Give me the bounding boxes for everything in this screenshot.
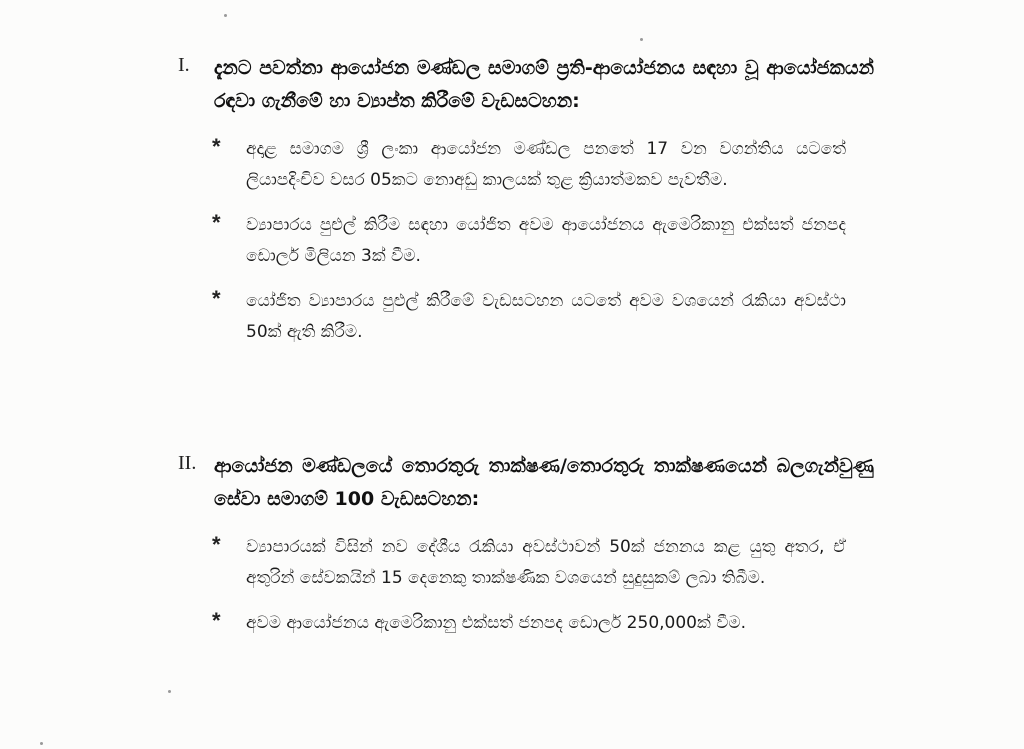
list-item-text: අදාළ සමාගම ශ්‍රී ලංකා ආයෝජන මණ්ඩල පනතේ 17 වන වගන්තිය යටතේ ලියාපදිංචිව වසර 05කට නොඅඩු කාලයක් තුළ ක්‍රියාත්මකව පැවතීම. <box>246 139 846 190</box>
bullet-star: * <box>212 286 221 311</box>
list-item-text: ව්‍යාපාරයක් විසින් නව දේශීය රැකියා අවස්ථාවන් 50ක් ජනනය කළ යුතු අතර, ඒ අතුරින් සේවකයින් 15 දෙනෙකු තාක්ෂණික වශයෙන් සුදුසුකම් ලබා තිබීම. <box>246 537 846 588</box>
section-numeral: I. <box>178 54 190 76</box>
list-item <box>214 134 878 196</box>
scan-speck <box>224 14 227 17</box>
section-heading: දැනට පවත්නා ආයෝජන මණ්ඩල සමාගම් ප්‍රති-ආයෝජනය සඳහා වූ ආයෝජකයන් රඳවා ගැනීමේ හා ව්‍යාප්ත කිරීමේ වැඩසටහන: <box>214 57 874 112</box>
bullet-list <box>178 532 878 639</box>
section-2 <box>178 450 878 653</box>
scan-speck <box>640 38 643 41</box>
scan-speck <box>168 690 171 693</box>
section-heading: ආයෝජන මණ්ඩලයේ තොරතුරු තාක්ෂණ/තොරතුරු තාක්ෂණයෙන් බලගැන්වුණු සේවා සමාගම් 100 වැඩසටහන: <box>214 455 874 510</box>
list-item-text: අවම ආයෝජනය ඇමෙරිකානු එක්සත් ජනපද ඩොලර් 250,000ක් වීම. <box>246 613 747 633</box>
list-item-text: යෝජිත ව්‍යාපාරය පුළුල් කිරීමේ වැඩසටහන යටතේ අවම වශයෙන් රැකියා අවස්ථා 50ක් ඇති කිරීම. <box>246 291 846 342</box>
bullet-star: * <box>212 608 221 633</box>
bullet-star: * <box>212 210 221 235</box>
bullet-star: * <box>212 134 221 159</box>
list-item-text: ව්‍යාපාරය පුළුල් කිරීම සඳහා යෝජිත අවම ආයෝජනය ඇමෙරිකානු එක්සත් ජනපද ඩොලර් මිලියන 3ක් වීම. <box>246 215 846 266</box>
list-item <box>214 532 878 594</box>
list-item <box>214 210 878 272</box>
section-1 <box>178 52 878 362</box>
list-item <box>214 286 878 348</box>
scan-speck <box>40 742 43 745</box>
list-item <box>214 608 878 639</box>
section-numeral: II. <box>178 452 197 474</box>
bullet-star: * <box>212 532 221 557</box>
bullet-list <box>178 134 878 348</box>
